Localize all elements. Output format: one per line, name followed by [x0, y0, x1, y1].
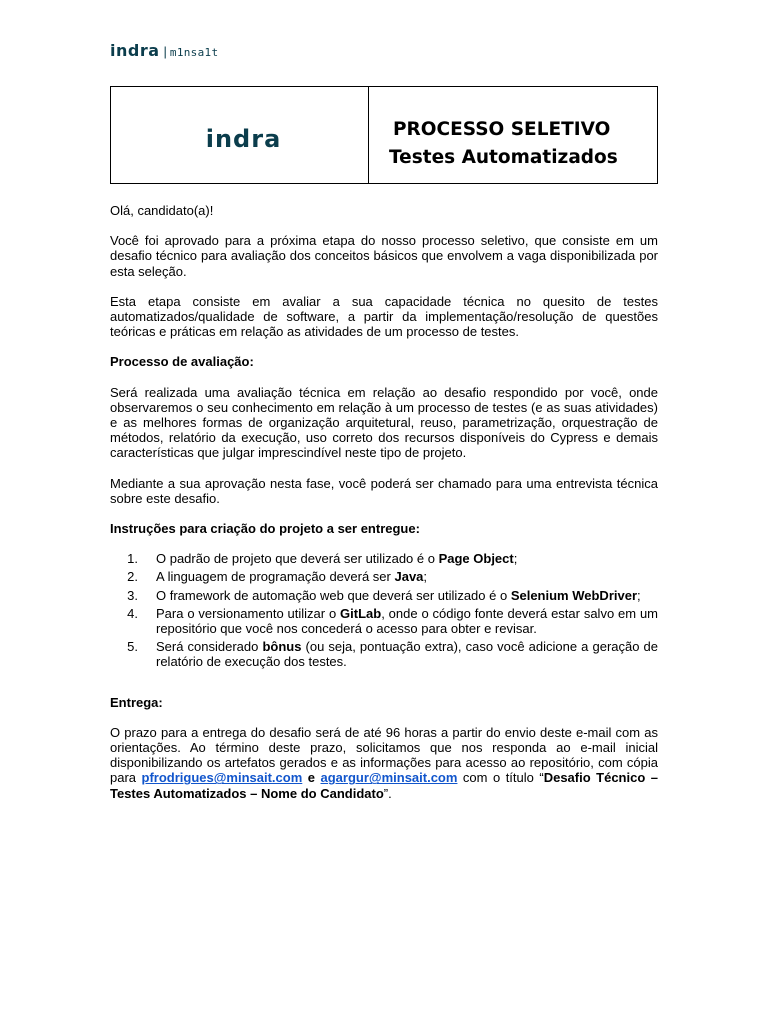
email-link-pfrodrigues[interactable]: pfrodrigues@minsait.com: [141, 770, 303, 786]
greeting: Olá, candidato(a)!: [110, 203, 214, 218]
heading-evaluation: Processo de avaliação:: [110, 354, 254, 370]
list-item: 2. A linguagem de programação deverá ser Java;: [127, 569, 428, 585]
heading-instructions: Instruções para criação do projeto a ser entregue:: [110, 521, 420, 537]
paragraph-stage: Esta etapa consiste em avaliar a sua capacidade técnica no quesito de testes automatizados/qualidade de software, a partir da implementação/resolução de questões teóricas e práticas em relação as atividades de um processo de testes.: [110, 293, 658, 340]
instructions-list: [110, 551, 658, 669]
top-logo: [110, 43, 218, 60]
header-table: [110, 86, 658, 184]
paragraph-intro: Você foi aprovado para a próxima etapa do nosso processo seletivo, que consiste em um desafio técnico para avaliação dos conceitos básicos que envolvem a vaga disponibilizada por esta seleção.: [110, 233, 658, 279]
list-item: 3. O framework de automação web que deverá ser utilizado é o Selenium WebDriver;: [127, 587, 641, 603]
top-logo-brand: indra: [110, 41, 160, 60]
header-logo: indra: [205, 125, 282, 154]
top-logo-sub: m1nsa1t: [169, 46, 219, 59]
paragraph-delivery: O prazo para a entrega do desafio será de até 96 horas a partir do envio deste e-mail com as orientações. Ao término deste prazo, solicitamos que nos responda ao e-mail inicial disponibilizando os artefatos gerados e as informações para acesso ao repositório, com cópia para pfrodrigues@minsait.com e agargur@minsait.com com o título “Desafio Técnico – Testes Automatizados – Nome do Candidato”.: [110, 724, 658, 801]
header-logo-cell: [111, 87, 369, 183]
top-logo-separator: |: [163, 44, 167, 59]
document-body: [110, 203, 658, 801]
paragraph-interview: Mediante a sua aprovação nesta fase, você poderá ser chamado para uma entrevista técnica sobre este desafio.: [110, 475, 658, 506]
list-item: 5. Será considerado bônus (ou seja, pontuação extra), caso você adicione a geração de relatório de execução dos testes.: [127, 639, 658, 670]
list-item: 4. Para o versionamento utilizar o GitLab, onde o código fonte deverá estar salvo em um repositório que você nos concederá o acesso para obter e revisar.: [127, 605, 658, 637]
header-title-line2: Testes Automatizados: [389, 147, 618, 168]
header-title-line1: PROCESSO SELETIVO: [393, 119, 611, 140]
email-link-agargur[interactable]: agargur@minsait.com: [320, 770, 458, 786]
paragraph-evaluation: Será realizada uma avaliação técnica em relação ao desafio respondido por você, onde observaremos o seu conhecimento em relação à um processo de testes (e as suas atividades) e as melhores formas de organização arquitetural, reuso, parametrização, orquestração de métodos, relatório da execução, uso correto dos recursos disponíveis do Cypress e demais características que julgar imprescindível neste tipo de projeto.: [110, 384, 658, 461]
heading-delivery: Entrega:: [110, 694, 163, 710]
list-item: 1. O padrão de projeto que deverá ser utilizado é o Page Object;: [127, 551, 518, 567]
header-title-cell: [369, 87, 657, 183]
